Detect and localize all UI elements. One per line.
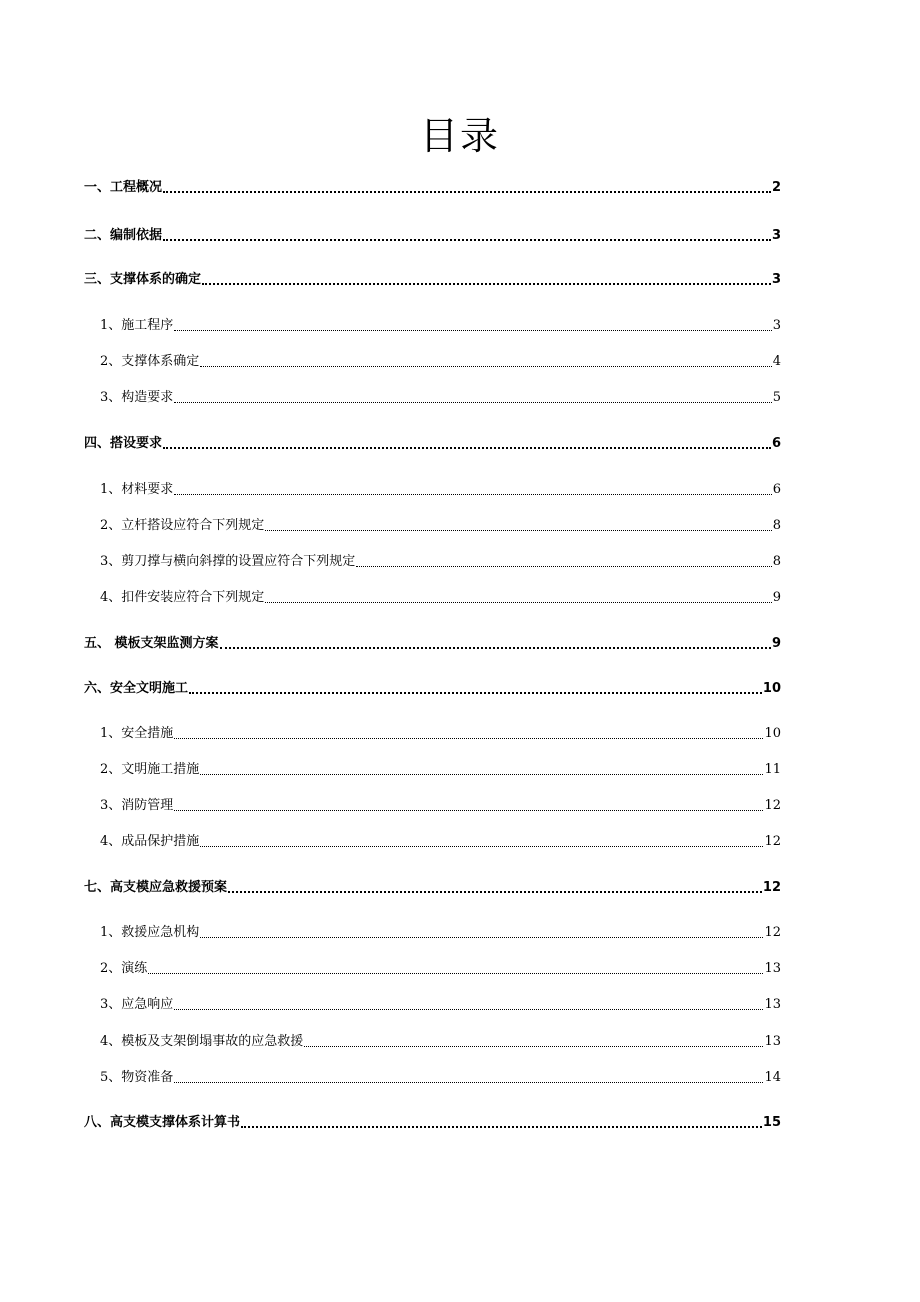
toc-entry-page-number: 3 [771, 272, 781, 287]
page-title: 目录 [419, 114, 500, 158]
toc-entry-label: 七、高支模应急救援预案 [84, 880, 228, 895]
toc-entry-label: 1、安全措施 [100, 726, 174, 741]
toc-dot-leader [200, 845, 763, 847]
toc-entry-page-number: 13 [764, 961, 781, 976]
toc-subsection-entry[interactable] [0, 758, 920, 778]
toc-entry-label: 4、成品保护措施 [100, 834, 200, 849]
toc-dot-leader [163, 446, 771, 449]
toc-entry-label: 1、施工程序 [100, 318, 174, 333]
toc-subsection-entry[interactable] [0, 314, 920, 334]
toc-entry-page-number: 10 [764, 726, 781, 741]
toc-entry-label: 四、搭设要求 [84, 436, 163, 451]
toc-dot-leader [304, 1045, 763, 1047]
toc-subsection-entry[interactable] [0, 794, 920, 814]
toc-dot-leader [174, 493, 771, 495]
toc-entry-page-number: 14 [764, 1070, 781, 1085]
toc-entry-label: 1、救援应急机构 [100, 925, 200, 940]
toc-dot-leader [200, 365, 771, 367]
toc-section-entry[interactable] [0, 176, 920, 196]
toc-dot-leader [163, 190, 771, 193]
toc-entry-page-number: 11 [764, 762, 781, 777]
toc-entry-label: 六、安全文明施工 [84, 681, 189, 696]
toc-entry-page-number: 13 [764, 1034, 781, 1049]
toc-entry-label: 3、构造要求 [100, 390, 174, 405]
toc-dot-leader [174, 1081, 763, 1083]
toc-subsection-entry[interactable] [0, 514, 920, 534]
toc-subsection-entry[interactable] [0, 921, 920, 941]
toc-section-entry[interactable] [0, 432, 920, 452]
toc-entry-page-number: 5 [772, 390, 781, 405]
toc-entry-page-number: 8 [772, 554, 781, 569]
toc-dot-leader [189, 691, 762, 694]
toc-dot-leader [148, 972, 763, 974]
toc-section-entry[interactable] [0, 1111, 920, 1131]
toc-entry-page-number: 6 [772, 482, 781, 497]
toc-entry-page-number: 3 [771, 228, 781, 243]
toc-dot-leader [200, 773, 763, 775]
toc-entry-page-number: 13 [764, 997, 781, 1012]
toc-dot-leader [174, 1008, 763, 1010]
toc-entry-page-number: 3 [772, 318, 781, 333]
toc-dot-leader [265, 601, 771, 603]
toc-dot-leader [174, 737, 763, 739]
toc-entry-label: 3、剪刀撑与横向斜撑的设置应符合下列规定 [100, 554, 356, 569]
toc-subsection-entry[interactable] [0, 478, 920, 498]
toc-dot-leader [174, 329, 771, 331]
toc-dot-leader [228, 890, 762, 893]
toc-dot-leader [174, 401, 771, 403]
toc-subsection-entry[interactable] [0, 722, 920, 742]
toc-entry-label: 4、模板及支架倒塌事故的应急救援 [100, 1034, 304, 1049]
toc-section-entry[interactable] [0, 677, 920, 697]
toc-entry-label: 五、 模板支架监测方案 [84, 636, 219, 651]
toc-entry-label: 5、物资准备 [100, 1070, 174, 1085]
toc-subsection-entry[interactable] [0, 586, 920, 606]
toc-entry-page-number: 9 [772, 590, 781, 605]
toc-entry-page-number: 8 [772, 518, 781, 533]
toc-dot-leader [174, 809, 763, 811]
toc-entry-page-number: 12 [764, 925, 781, 940]
toc-section-entry[interactable] [0, 632, 920, 652]
toc-section-entry[interactable] [0, 224, 920, 244]
toc-entry-page-number: 12 [762, 880, 781, 895]
toc-dot-leader [200, 936, 763, 938]
toc-subsection-entry[interactable] [0, 550, 920, 570]
toc-entry-label: 二、编制依据 [84, 228, 163, 243]
toc-dot-leader [202, 282, 771, 285]
toc-section-entry[interactable] [0, 268, 920, 288]
toc-entry-page-number: 2 [771, 180, 781, 195]
toc-subsection-entry[interactable] [0, 993, 920, 1013]
toc-subsection-entry[interactable] [0, 830, 920, 850]
toc-dot-leader [241, 1125, 762, 1128]
toc-entry-label: 2、支撑体系确定 [100, 354, 200, 369]
toc-entry-label: 2、立杆搭设应符合下列规定 [100, 518, 265, 533]
toc-subsection-entry[interactable] [0, 1066, 920, 1086]
toc-entry-page-number: 12 [764, 798, 781, 813]
toc-section-entry[interactable] [0, 876, 920, 896]
toc-entry-label: 八、高支模支撑体系计算书 [84, 1115, 241, 1130]
toc-entry-label: 3、应急响应 [100, 997, 174, 1012]
toc-subsection-entry[interactable] [0, 350, 920, 370]
toc-dot-leader [220, 646, 771, 649]
toc-entry-label: 3、消防管理 [100, 798, 174, 813]
toc-subsection-entry[interactable] [0, 957, 920, 977]
toc-entry-label: 三、支撑体系的确定 [84, 272, 202, 287]
toc-subsection-entry[interactable] [0, 386, 920, 406]
toc-entry-page-number: 9 [771, 636, 781, 651]
toc-entry-page-number: 10 [762, 681, 781, 696]
toc-entry-label: 2、文明施工措施 [100, 762, 200, 777]
toc-dot-leader [356, 565, 771, 567]
toc-entry-label: 一、工程概况 [84, 180, 163, 195]
toc-dot-leader [163, 238, 771, 241]
toc-entry-page-number: 4 [772, 354, 781, 369]
toc-subsection-entry[interactable] [0, 1030, 920, 1050]
toc-entry-label: 2、演练 [100, 961, 148, 976]
toc-entry-label: 4、扣件安装应符合下列规定 [100, 590, 265, 605]
toc-entry-page-number: 15 [762, 1115, 781, 1130]
toc-entry-label: 1、材料要求 [100, 482, 174, 497]
toc-dot-leader [265, 529, 771, 531]
toc-entry-page-number: 12 [764, 834, 781, 849]
toc-entry-page-number: 6 [771, 436, 781, 451]
